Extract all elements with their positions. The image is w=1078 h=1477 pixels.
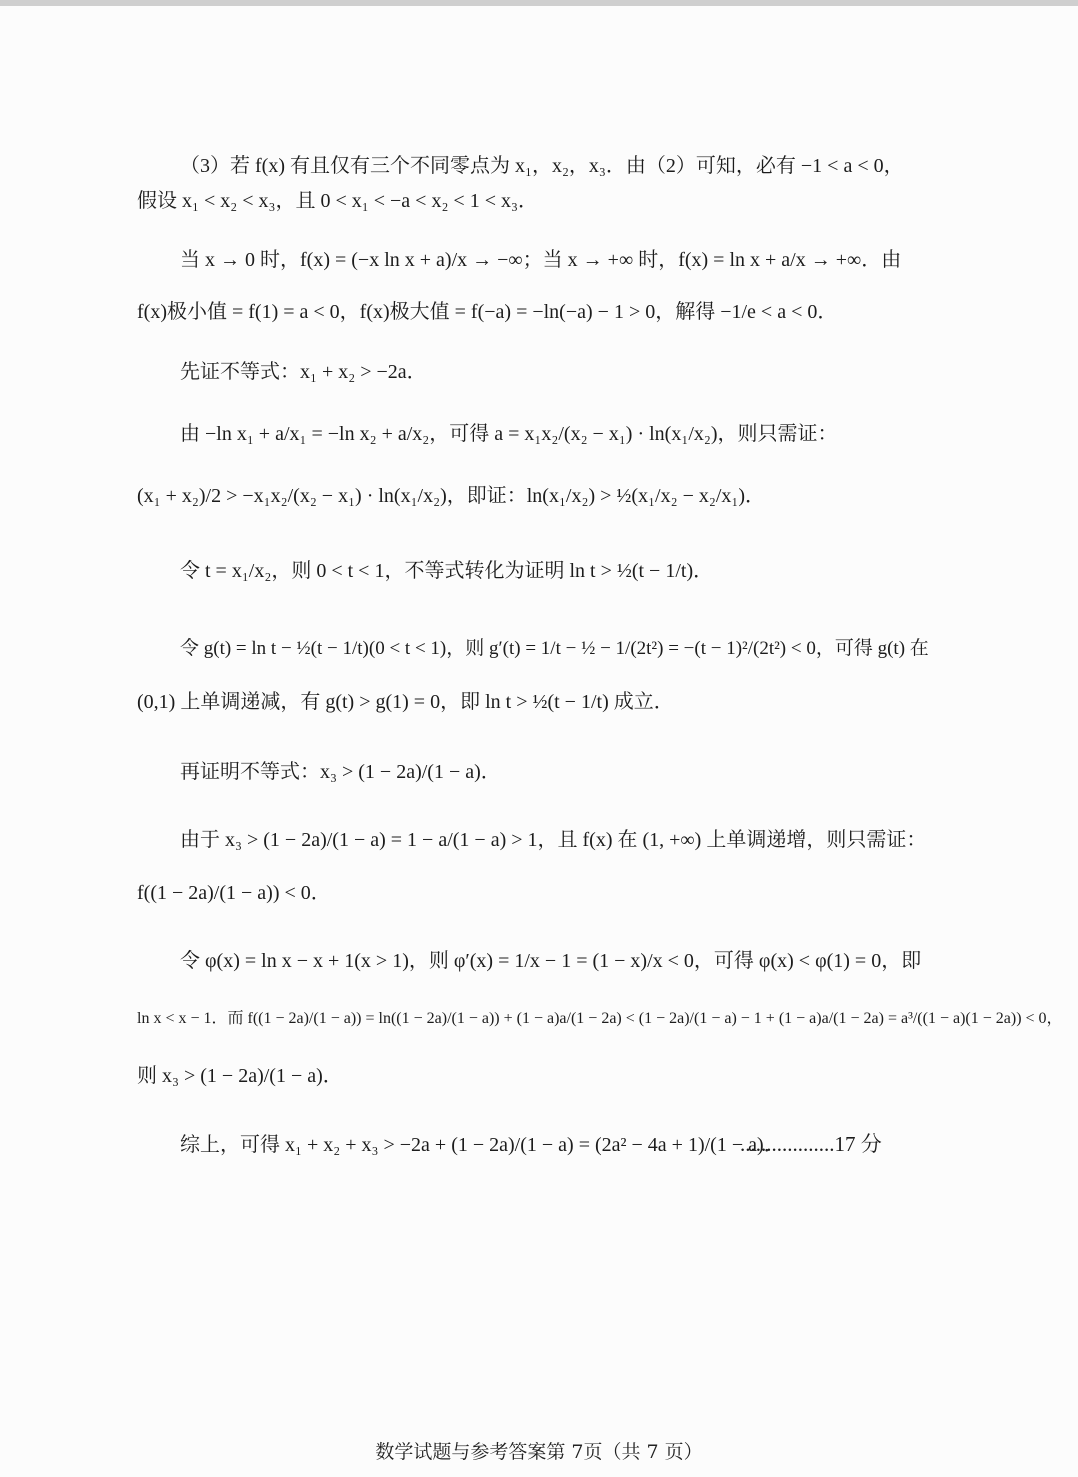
solution-line: 先证不等式：x₁ + x₂ > −2a． xyxy=(180,361,427,383)
solution-line: 再证明不等式：x₃ > (1 − 2a)/(1 − a)． xyxy=(180,761,501,783)
solution-line: 令 g(t) = ln t − ½(t − 1/t)(0 < t < 1)，则 g′(t) = 1/t − ½ − 1/(2t²) = −(t − 1)²/(2t²) < 0，可得 g(t) 在 xyxy=(180,638,929,659)
solution-line: (0,1) 上单调递减，有 g(t) > g(1) = 0，即 ln t > ½(t − 1/t) 成立． xyxy=(137,691,674,713)
solution-line: f(x)极小值 = f(1) = a < 0，f(x)极大值 = f(−a) = −ln(−a) − 1 > 0，解得 −1/e < a < 0． xyxy=(137,301,838,323)
solution-line: 综上，可得 x₁ + x₂ + x₃ > −2a + (1 − 2a)/(1 − a) = (2a² − 4a + 1)/(1 − a)． xyxy=(180,1134,784,1156)
solution-line: ln x < x − 1．而 f((1 − 2a)/(1 − a)) = ln((1 − 2a)/(1 − a)) + (1 − a)a/(1 − 2a) < (1 − 2a)/(1 − a) − 1 + (1 − a)a/(1 − 2a) = a³/((1 − a)(1 − 2a)) < 0， xyxy=(137,1010,1063,1027)
score-marker: ..................17 分 xyxy=(740,1132,882,1156)
page-footer: 数学试题与参考答案第 7页（共 7 页） xyxy=(375,1441,703,1463)
solution-line: 令 φ(x) = ln x − x + 1(x > 1)，则 φ′(x) = 1/x − 1 = (1 − x)/x < 0，可得 φ(x) < φ(1) = 0，即 xyxy=(180,950,922,972)
solution-line: f((1 − 2a)/(1 − a)) < 0． xyxy=(137,882,331,904)
solution-line: 则 x₃ > (1 − 2a)/(1 − a)． xyxy=(137,1065,343,1087)
top-border xyxy=(0,0,1078,6)
solution-line: 当 x → 0 时，f(x) = (−x ln x + a)/x → −∞；当 x → +∞ 时，f(x) = ln x + a/x → +∞．由 xyxy=(180,249,902,271)
solution-line: 假设 x₁ < x₂ < x₃，且 0 < x₁ < −a < x₂ < 1 < x₃． xyxy=(137,190,538,212)
solution-line: 令 t = x₁/x₂，则 0 < t < 1，不等式转化为证明 ln t > ½(t − 1/t)． xyxy=(180,560,714,582)
solution-line: 由 −ln x₁ + a/x₁ = −ln x₂ + a/x₂，可得 a = x₁x₂/(x₂ − x₁) · ln(x₁/x₂)，则只需证： xyxy=(180,423,838,445)
solution-line: (x₁ + x₂)/2 > −x₁x₂/(x₂ − x₁) · ln(x₁/x₂)，即证：ln(x₁/x₂) > ½(x₁/x₂ − x₂/x₁)． xyxy=(137,485,766,507)
solution-line: 由于 x₃ > (1 − 2a)/(1 − a) = 1 − a/(1 − a) > 1，且 f(x) 在 (1, +∞) 上单调递增，则只需证： xyxy=(180,829,927,851)
solution-line: （3）若 f(x) 有且仅有三个不同零点为 x₁，x₂，x₃．由（2）可知，必有 −1 < a < 0， xyxy=(180,155,904,177)
